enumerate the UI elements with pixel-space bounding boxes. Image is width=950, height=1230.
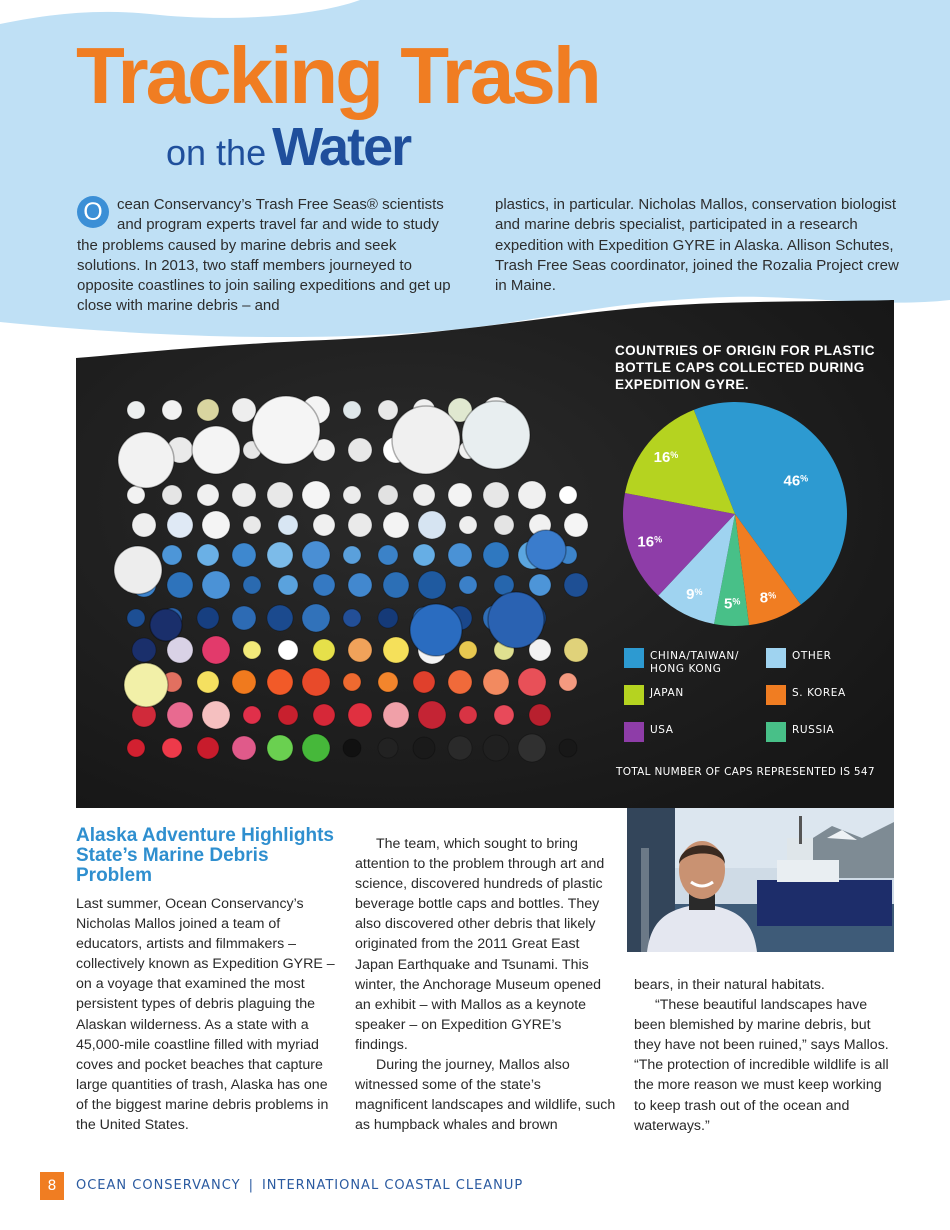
legend-label-russia: RUSSIA <box>792 724 835 736</box>
bottle-cap-large <box>410 604 462 656</box>
bottle-cap <box>127 401 145 419</box>
bottle-cap <box>197 737 219 759</box>
bottle-cap <box>267 735 293 761</box>
bottle-cap <box>243 516 261 534</box>
bottle-cap <box>559 673 577 691</box>
legend-swatch-japan <box>624 685 644 705</box>
expedition-member-photo <box>627 808 894 952</box>
bottle-cap <box>348 573 372 597</box>
bottle-cap <box>167 512 193 538</box>
bottle-cap <box>197 607 219 629</box>
bottle-cap <box>127 486 145 504</box>
article-paragraph: Last summer, Ocean Conservancy’s Nicholas Mallos joined a team of educators, artists and filmmakers – collectively known as Expedition GYRE – on a voyage that examined the most persistent types of debris plaguing the Alaskan wilderness. As a state with a 45,000-mile coastline filled with myriad coves and pocket beaches that capture large quantities of trash, Alaska has one of the biggest marine debris problems in the United States. <box>76 896 335 1134</box>
article-column-1 <box>76 894 341 1135</box>
bottle-cap <box>348 513 372 537</box>
bottle-cap <box>378 545 398 565</box>
article-paragraph: “These beautiful landscapes have been blemished by marine debris, but they have not been ruined,” says Mallos. “The protection of incredible wildlife is all the more reason we must keep working to keep trash out of the ocean and waterways.” <box>634 997 889 1134</box>
bottle-cap <box>413 671 435 693</box>
bottle-cap-large <box>192 426 240 474</box>
bottle-cap <box>202 636 230 664</box>
footer-org: OCEAN CONSERVANCY <box>76 1178 241 1193</box>
bottle-cap <box>167 572 193 598</box>
chart-total-note: TOTAL NUMBER OF CAPS REPRESENTED IS 547 <box>616 766 875 778</box>
bottle-cap <box>202 571 230 599</box>
article-column-2 <box>355 834 617 1135</box>
pie-chart <box>610 400 860 640</box>
bottle-cap <box>243 706 261 724</box>
footer-branding <box>76 1178 523 1193</box>
pie-label-2: 5% <box>724 595 741 613</box>
bottle-cap <box>348 638 372 662</box>
bottle-cap <box>302 668 330 696</box>
bottle-cap <box>162 738 182 758</box>
bottle-cap <box>418 701 446 729</box>
bottle-cap <box>132 638 156 662</box>
bottle-cap <box>313 704 335 726</box>
bottle-cap <box>529 704 551 726</box>
intro-paragraph-right: plastics, in particular. Nicholas Mallos, conservation biologist and marine debris specialist, participated in a research expedition with Expedition GYRE in Alaska. Allison Schutes, Trash Free Seas coordinator, joined the Rozalia Project crew in Maine. <box>495 196 899 295</box>
bottle-cap <box>302 541 330 569</box>
subtitle-light: on the <box>166 132 267 173</box>
bottle-cap <box>413 737 435 759</box>
bottle-cap <box>343 673 361 691</box>
legend-label-japan: JAPAN <box>650 687 684 699</box>
bottle-cap <box>448 736 472 760</box>
bottle-cap <box>343 609 361 627</box>
bottle-cap <box>378 485 398 505</box>
pie-label-4: 16% <box>637 533 663 551</box>
bottle-cap <box>343 546 361 564</box>
subtitle-bold: Water <box>272 117 411 177</box>
dropcap-letter: O <box>77 196 109 228</box>
footer-separator: | <box>248 1178 254 1193</box>
bottle-cap <box>494 515 514 535</box>
bottle-cap <box>167 702 193 728</box>
bottle-cap <box>459 706 477 724</box>
legend-swatch-s-korea <box>766 685 786 705</box>
bottle-cap <box>383 637 409 663</box>
bottle-cap <box>518 481 546 509</box>
bottle-cap <box>278 515 298 535</box>
bottle-cap-large <box>488 592 544 648</box>
bottle-cap <box>378 608 398 628</box>
bottle-cap <box>232 483 256 507</box>
legend-label-s-korea: S. KOREA <box>792 687 846 699</box>
article-column-3 <box>634 975 896 1136</box>
article-paragraph: The team, which sought to bring attention to the problem through art and science, discovered hundreds of plastic beverage bottle caps and bottles. They also discovered other debris that likely originated from the 2011 Great East Japan Earthquake and Tsunami. This winter, the Anchorage Museum opened an exhibit – with Mallos as a keynote speaker – on Expedition GYRE’s findings. <box>355 836 605 1053</box>
bottle-cap <box>418 571 446 599</box>
bottle-cap <box>243 641 261 659</box>
pie-label-1: 8% <box>759 589 777 607</box>
legend-label-usa: USA <box>650 724 674 736</box>
bottle-cap <box>448 483 472 507</box>
bottle-cap <box>459 576 477 594</box>
bottle-cap <box>197 399 219 421</box>
bottle-cap <box>202 701 230 729</box>
bottle-cap <box>378 738 398 758</box>
bottle-cap <box>383 512 409 538</box>
page-title: Tracking Trash <box>76 31 599 120</box>
bottle-cap <box>459 641 477 659</box>
bottle-cap <box>483 482 509 508</box>
bottle-cap <box>278 575 298 595</box>
bottle-cap <box>278 640 298 660</box>
bottle-cap <box>302 481 330 509</box>
bottle-cap <box>267 605 293 631</box>
bottle-cap <box>343 486 361 504</box>
bottle-cap <box>302 734 330 762</box>
bottle-cap <box>202 511 230 539</box>
bottle-cap <box>378 672 398 692</box>
bottle-cap-large <box>526 530 566 570</box>
bottle-cap <box>132 513 156 537</box>
pie-label-0: 46% <box>783 472 809 490</box>
intro-paragraph-left <box>77 195 457 317</box>
bottle-cap <box>459 516 477 534</box>
bottle-cap <box>232 606 256 630</box>
page-number: 8 <box>40 1172 64 1200</box>
bottle-cap <box>267 482 293 508</box>
bottle-cap <box>483 542 509 568</box>
bottle-cap <box>448 670 472 694</box>
footer-program: INTERNATIONAL COASTAL CLEANUP <box>261 1178 524 1193</box>
bottle-cap <box>448 543 472 567</box>
bottle-cap <box>232 543 256 567</box>
bottle-cap-large <box>114 546 162 594</box>
bottle-cap <box>529 574 551 596</box>
bottle-cap <box>378 400 398 420</box>
bottle-cap <box>313 514 335 536</box>
article-headline: Alaska Adventure Highlights State’s Marine Debris Problem <box>76 825 334 886</box>
legend-swatch-other <box>766 648 786 668</box>
legend-swatch-china <box>624 648 644 668</box>
bottle-cap <box>564 638 588 662</box>
bottle-cap <box>418 511 446 539</box>
bottle-cap <box>232 398 256 422</box>
pie-label-3: 9% <box>686 585 703 603</box>
bottle-cap <box>564 573 588 597</box>
bottle-cap <box>197 671 219 693</box>
bottle-cap <box>413 544 435 566</box>
bottle-cap <box>267 542 293 568</box>
article-paragraph: During the journey, Mallos also witnessed some of the state’s magnificent landscapes and wildlife, such as humpback whales and brown <box>355 1057 616 1134</box>
bottle-cap <box>494 705 514 725</box>
bottle-cap <box>162 545 182 565</box>
legend-swatch-russia <box>766 722 786 742</box>
bottle-cap <box>518 668 546 696</box>
bottle-cap <box>383 572 409 598</box>
article-paragraph: bears, in their natural habitats. <box>634 977 825 993</box>
bottle-cap <box>383 702 409 728</box>
bottle-cap <box>162 400 182 420</box>
bottle-cap <box>197 544 219 566</box>
bottle-cap-large <box>392 406 460 474</box>
bottle-cap <box>348 438 372 462</box>
page-subtitle <box>166 117 411 177</box>
legend-label-other: OTHER <box>792 650 832 662</box>
bottle-cap <box>232 670 256 694</box>
bottle-cap <box>313 639 335 661</box>
bottle-cap <box>483 735 509 761</box>
bottle-cap <box>302 604 330 632</box>
bottle-cap <box>343 739 361 757</box>
intro-left-text: cean Conservancy’s Trash Free Seas® scientists and program experts travel far and wide to study the problems caused by marine debris and seek solutions. In 2013, two staff members journeyed to opposite coastlines to join sailing expeditions and get up close with marine debris – and <box>77 196 451 315</box>
chart-title: COUNTRIES OF ORIGIN FOR PLASTIC BOTTLE CAPS COLLECTED DURING EXPEDITION GYRE. <box>615 343 875 392</box>
bottle-cap <box>348 703 372 727</box>
bottle-cap <box>243 576 261 594</box>
legend-label-china: CHINA/TAIWAN/ HONG KONG <box>650 650 739 675</box>
bottle-cap <box>313 574 335 596</box>
pie-label-5: 16% <box>653 448 679 466</box>
bottle-cap <box>232 736 256 760</box>
bottle-cap <box>518 734 546 762</box>
bottle-cap <box>564 513 588 537</box>
bottle-cap <box>559 486 577 504</box>
bottle-cap <box>197 484 219 506</box>
bottle-cap <box>343 401 361 419</box>
bottle-cap <box>162 485 182 505</box>
bottle-cap <box>483 669 509 695</box>
bottle-cap-large <box>150 609 182 641</box>
bottle-cap <box>127 609 145 627</box>
legend-swatch-usa <box>624 722 644 742</box>
bottle-cap <box>278 705 298 725</box>
bottle-cap <box>267 669 293 695</box>
bottle-cap-large <box>124 663 168 707</box>
bottle-cap <box>413 484 435 506</box>
bottle-cap-large <box>118 432 174 488</box>
bottle-cap <box>559 739 577 757</box>
bottle-cap <box>127 739 145 757</box>
bottle-cap-large <box>462 401 530 469</box>
bottle-cap-large <box>252 396 320 464</box>
